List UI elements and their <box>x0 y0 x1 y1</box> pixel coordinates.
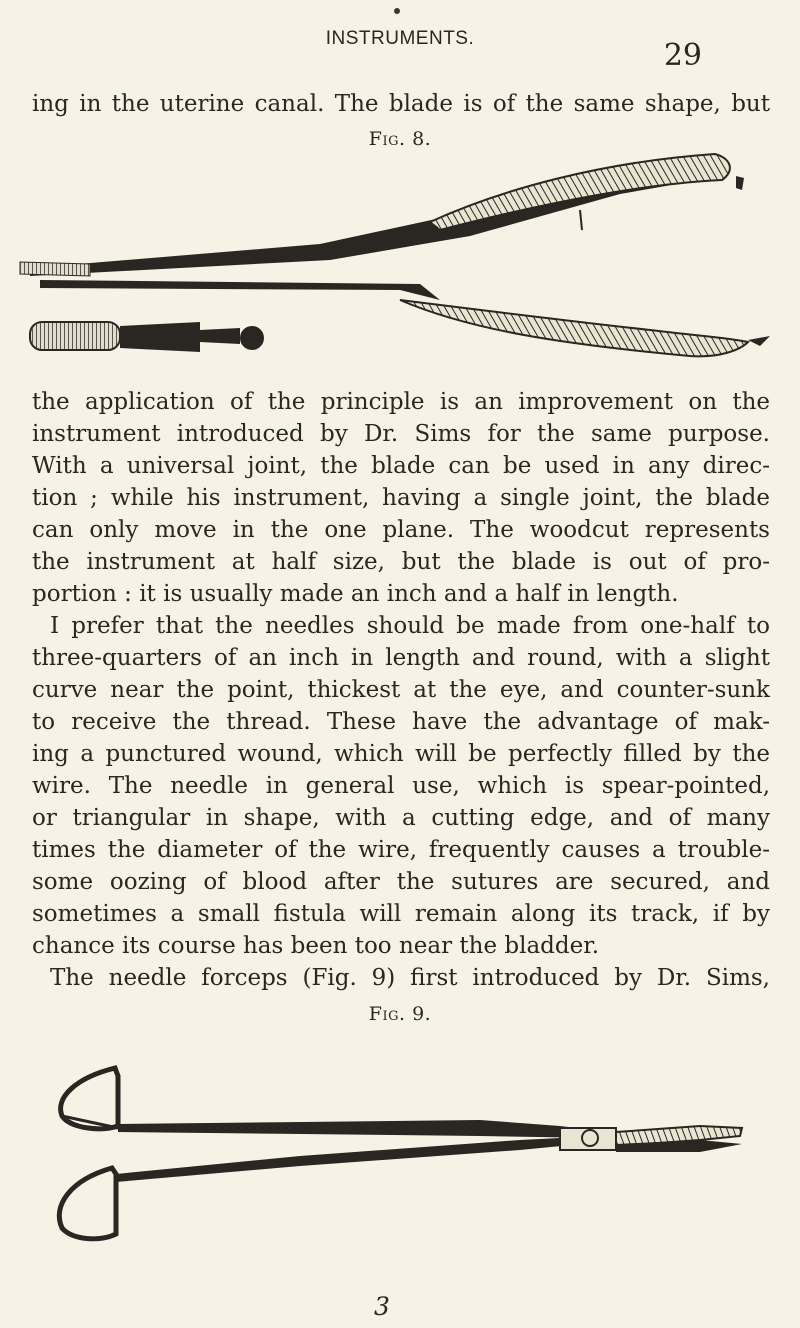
text-line: sometimes a small fistula will remain along its track, if by <box>32 901 770 927</box>
text-line: curve near the point, thickest at the eye, and counter-sunk <box>32 677 770 703</box>
figure-8-instrument-illustration <box>0 150 800 365</box>
page-number: 29 <box>663 38 702 73</box>
text-line: times the diameter of the wire, frequently causes a trouble- <box>32 837 770 863</box>
text-line: chance its course has been too near the bladder. <box>32 933 600 959</box>
text-line: With a universal joint, the blade can be used in any direc- <box>32 453 770 479</box>
figure-9-needle-forceps-illustration <box>0 1028 800 1268</box>
text-line: tion ; while his instrument, having a single joint, the blade <box>32 485 770 511</box>
text-line: or triangular in shape, with a cutting edge, and of many <box>32 805 770 831</box>
text-line: I prefer that the needles should be made from one-half to <box>50 613 770 639</box>
text-line: can only move in the one plane. The woodcut represents <box>32 517 770 543</box>
text-line: instrument introduced by Dr. Sims for the same purpose. <box>32 421 770 447</box>
text-line: to receive the thread. These have the advantage of mak- <box>32 709 770 735</box>
figure-9-caption: Fig. 9. <box>368 1003 432 1025</box>
text-line: wire. The needle in general use, which is spear-pointed, <box>32 773 770 799</box>
ornament-dot <box>394 8 400 14</box>
text-line: three-quarters of an inch in length and round, with a slight <box>32 645 770 671</box>
text-line: The needle forceps (Fig. 9) first introduced by Dr. Sims, <box>50 965 770 991</box>
text-line: ing a punctured wound, which will be perfectly filled by the <box>32 741 770 767</box>
text-line: some oozing of blood after the sutures are secured, and <box>32 869 770 895</box>
opening-line: ing in the uterine canal. The blade is of the same shape, but <box>32 91 770 117</box>
text-line: portion : it is usually made an inch and a half in length. <box>32 581 679 607</box>
running-head: INSTRUMENTS. <box>325 28 475 49</box>
text-line: the application of the principle is an improvement on the <box>32 389 770 415</box>
signature-mark: 3 <box>374 1292 390 1321</box>
figure-8-caption: Fig. 8. <box>368 128 432 150</box>
text-line: the instrument at half size, but the blade is out of pro- <box>32 549 770 575</box>
